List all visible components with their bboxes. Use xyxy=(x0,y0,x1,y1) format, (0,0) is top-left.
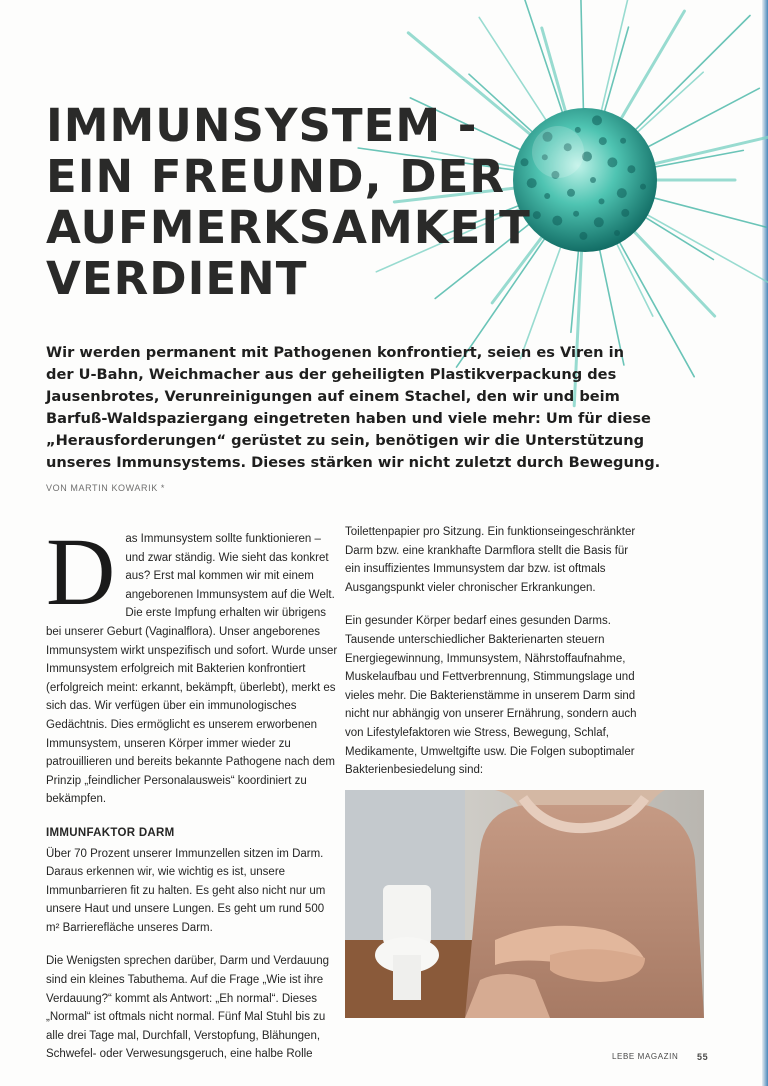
intro-text: as Immunsystem sollte funktionieren – und zwar ständig. Wie sieht das konkret aus? Erst mal kommen wir mit einem angeborenen Immunsystem auf die Welt. Die erste Impfung erhalten wir übrigens bei unserer Geburt (Vaginalflora). Unser angeborenes Immunsystem wirkt unspezifisch und sofort. Wurde unser Immunsystem erfolgreich mit Bakterien konfrontiert (erfolgreich meint: erkannt, bekämpft, überlebt), merkt es sich das. Wir verfügen über ein immunologisches Gedächtnis. Dies ermöglicht es unserem erworbenen Immunsystem, unseren Körper immer wieder zu patrouillieren und bereits bekannte Pathogene nach dem Prinzip „feindlicher Personalausweis“ koordiniert zu bekämpfen. xyxy=(46,533,338,806)
virus-spot xyxy=(607,157,617,167)
lead-line: „Herausforderungen“ gerüstet zu sein, benötigen wir die Unterstützung xyxy=(46,432,645,449)
woman-stomach-photo xyxy=(345,790,704,1018)
body-paragraph: Über 70 Prozent unserer Immunzellen sitzen im Darm. Daraus erkennen wir, wie wichtig es ist, unsere Immunbarrieren fit zu halten. Es geht also nicht nur um unsere Haut und unsere Lungen. Es geht um rund 500 m² Barrierefläche unseres Darm. xyxy=(46,847,326,934)
virus-spot xyxy=(599,137,607,145)
virus-spot xyxy=(567,189,575,197)
headline-line: IMMUNSYSTEM - xyxy=(46,99,478,152)
headline-line: EIN FREUND, DER xyxy=(46,150,506,203)
virus-spot xyxy=(620,138,626,144)
virus-spot xyxy=(621,209,629,217)
body-paragraph: Ein gesunder Körper bedarf eines gesunden Darms. Tausende unterschiedlicher Bakterienarten steuern Energiegewinnung, Immunsystem, Nährstoffaufnahme, Muskelaufbau und Fettverbrennung, Stimmungslage und vieles mehr. Die Bakterienstämme in unserem Darm sind nicht nur abhängig von unserer Ernährung, sondern auch von Lifestylefaktoren wie Stress, Bewegung, Schlaf, Medikamente, Umweltgifte usw. Die Folgen suboptimaler Bakterienbesiedelung sind: xyxy=(345,615,637,777)
body-paragraph: Die Wenigsten sprechen darüber, Darm und Verdauung sind ein kleines Tabuthema. Auf die Frage „Wie ist ihre Verdauung?“ kommt als Antwort: „Eh normal“. Dieses „Normal“ ist oftmals nicht normal. Fünf Mal Stuhl bis zu alle drei Tage mal, Durchfall, Verstopfung, Blähungen, Schwefel- oder Verwesungsgeruch, eine halbe Rolle xyxy=(46,955,329,1061)
lead-line: unseres Immunsystems. Dieses stärken wir nicht zuletzt durch Bewegung. xyxy=(46,454,661,471)
drop-cap: D xyxy=(46,518,116,625)
lead-line: Wir werden permanent mit Pathogenen konfrontiert, seien es Viren in xyxy=(46,344,624,361)
article-headline xyxy=(46,100,566,304)
right-column xyxy=(345,523,645,795)
article-lead xyxy=(46,342,661,474)
body-paragraph: Toilettenpapier pro Sitzung. Ein funktionseingeschränkter Darm bzw. eine krankhafte Darmflora stellt die Basis für ein insuffizientes Immunsystem dar bzw. ist oftmals Ausgangspunkt vieler chronischer Erkrankungen. xyxy=(345,526,636,594)
virus-spot xyxy=(579,232,587,240)
virus-spot xyxy=(640,184,646,190)
virus-spot xyxy=(599,198,605,204)
virus-spot xyxy=(592,115,602,125)
lead-line: Jausenbrotes, Verunreinigungen auf einem Stachel, den wir und beim xyxy=(46,388,620,405)
left-column xyxy=(46,518,338,1079)
virus-spot xyxy=(627,165,635,173)
lead-line: Barfuß-Waldspaziergang eingetreten haben und viele mehr: Um für diese xyxy=(46,410,651,427)
virus-spot xyxy=(617,188,627,198)
lead-line: der U-Bahn, Weichmacher aus der geheiligten Plastikverpackung des xyxy=(46,366,617,383)
virus-spot xyxy=(590,177,596,183)
article-byline: VON MARTIN KOWARIK * xyxy=(46,483,166,493)
intro-paragraph xyxy=(46,518,338,809)
headline-line: VERDIENT xyxy=(46,252,308,305)
footer-page-number: 55 xyxy=(697,1052,709,1062)
virus-spot xyxy=(575,127,581,133)
section-subheading: IMMUNFAKTOR DARM xyxy=(46,826,175,839)
virus-spot xyxy=(614,230,620,236)
headline-line: AUFMERKSAMKEIT xyxy=(46,201,531,254)
virus-spot xyxy=(594,217,604,227)
footer-magazine-name: LEBE MAGAZIN xyxy=(612,1052,679,1061)
virus-spot xyxy=(573,211,579,217)
